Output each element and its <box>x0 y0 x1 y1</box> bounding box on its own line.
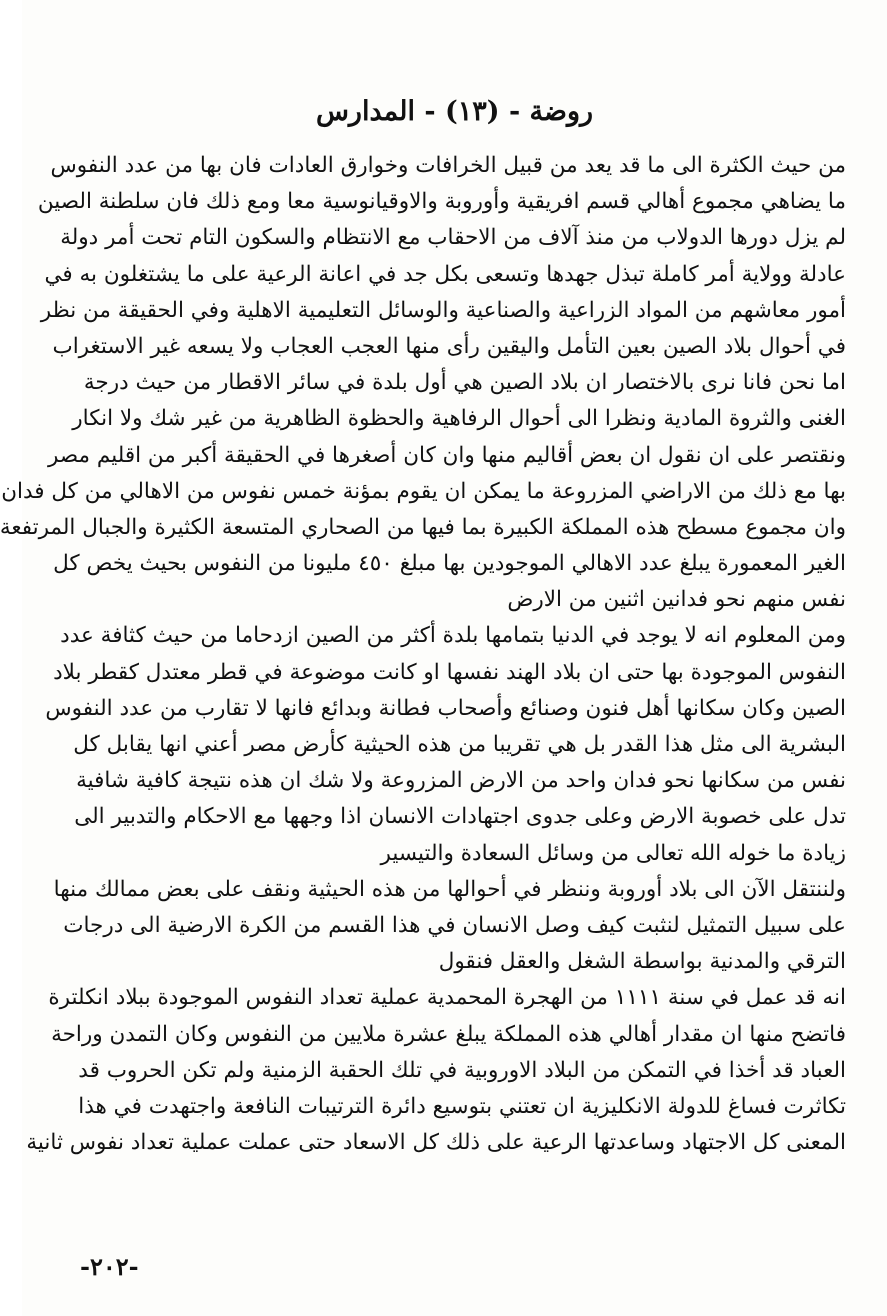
text-line: لم يزل دورها الدولاب من منذ آلاف من الاحقاب مع الانتظام والسكون التام تحت أمر دولة <box>60 225 846 251</box>
text-line: ولننتقل الآن الى بلاد أوروبة وننظر في أحوالها من هذه الحيثية ونقف على بعض ممالك منها <box>53 876 846 902</box>
running-title: روضة - (١٣) - المدارس <box>315 96 594 127</box>
text-line: تدل على خصوبة الارض وعلى جدوى اجتهادات الانسان اذا وجهها مع الاحكام والتدبير الى <box>74 804 846 830</box>
text-line: نفس منهم نحو فدانين اثنين من الارض <box>507 587 846 613</box>
text-line: في أحوال بلاد الصين بعين التأمل واليقين رأى منها العجب العجاب ولا يسعه غير الاستغراب <box>52 333 846 359</box>
text-line: انه قد عمل في سنة ١١١١ من الهجرة المحمدية عملية تعداد النفوس الموجودة ببلاد انكلترة <box>48 985 846 1011</box>
text-line: زيادة ما خوله الله تعالى من وسائل السعادة والتيسير <box>380 840 846 866</box>
text-line: ومن المعلوم انه لا يوجد في الدنيا بتمامها بلدة أكثر من الصين ازدحاما من حيث كثافة عدد <box>60 623 846 649</box>
text-line: الصين وكان سكانها أهل فنون وصنائع وأصحاب فطانة وبدائع فانها لا تقارب من عدد النفوس <box>45 695 846 721</box>
text-line: عادلة وولاية أمر كاملة تبذل جهدها وتسعى بكل جد في اعانة الرعية على ما يشتغلون به في <box>44 261 846 287</box>
text-line: الغير المعمورة يبلغ عدد الاهالي الموجودين بها مبلغ ٤٥٠ مليونا من النفوس بحيث يخص كل <box>53 551 846 577</box>
text-line: أمور معاشهم من المواد الزراعية والصناعية والوسائل التعليمية الاهلية وفي الحقيقة من نظر <box>40 297 846 323</box>
text-line: الترقي والمدنية بواسطة الشغل والعقل فنقول <box>438 949 846 975</box>
body-text <box>0 148 846 1161</box>
text-line: المعنى كل الاجتهاد وساعدتها الرعية على ذلك كل الاسعاد حتى عملت عملية تعداد نفوس ثانية <box>26 1130 846 1156</box>
text-line: تكاثرت فساغ للدولة الانكليزية ان تعتني بتوسيع دائرة الترتيبات النافعة واجتهدت في هذا <box>78 1093 846 1119</box>
text-line: البشرية الى مثل هذا القدر بل هي تقريبا من هذه الحيثية كأرض مصر أعني انها يقابل كل <box>73 732 846 757</box>
paragraph <box>45 618 846 871</box>
paragraph <box>53 872 846 981</box>
text-line: العباد قد أخذا في التمكن من البلاد الاوروبية في تلك الحقبة الزمنية ولم تكن الحروب قد <box>78 1057 846 1083</box>
text-line: اما نحن فانا نرى بالاختصار ان بلاد الصين هي أول بلدة في سائر الاقطار من حيث درجة <box>83 370 846 396</box>
paragraph <box>0 148 846 618</box>
text-line: فاتضح منها ان مقدار أهالي هذه المملكة يبلغ عشرة ملايين من النفوس وكان التمدن وراحة <box>51 1021 846 1047</box>
text-line: على سبيل التمثيل لنثبت كيف وصل الانسان في هذا القسم من الكرة الارضية الى درجات <box>63 912 846 938</box>
text-line: ما يضاهي مجموع أهالي قسم افريقية وأوروبة والاوقيانوسية معا ومع ذلك فان سلطنة الصين <box>37 189 846 215</box>
page-number: -٢٠٢- <box>80 1252 139 1281</box>
text-line: ونقتصر على ان نقول ان بعض أقاليم منها وان كان أصغرها في الحقيقة أكبر من اقليم مصر <box>48 442 846 468</box>
text-line: بها مع ذلك من الاراضي المزروعة ما يمكن ان يقوم بمؤنة خمس نفوس من الاهالي من كل فدان <box>1 478 846 504</box>
text-line: من حيث الكثرة الى ما قد يعد من قبيل الخرافات وخوارق العادات فان بها من عدد النفوس <box>50 153 846 178</box>
text-line: الغنى والثروة المادية ونظرا الى أحوال الرفاهية والحظوة الظاهرية من غير شك ولا انكار <box>72 406 846 432</box>
text-line: النفوس الموجودة بها حتى ان بلاد الهند نفسها او كانت موضوعة في قطر معتدل كقطر بلاد <box>53 659 846 685</box>
text-line: وان مجموع مسطح هذه المملكة الكبيرة بما فيها من الصحاري المتسعة الكثيرة والجبال المرتفعة <box>0 514 846 540</box>
text-line: نفس من سكانها نحو فدان واحد من الارض المزروعة ولا شك ان هذه نتيجة كافية شافية <box>76 768 846 794</box>
paragraph <box>26 980 846 1161</box>
